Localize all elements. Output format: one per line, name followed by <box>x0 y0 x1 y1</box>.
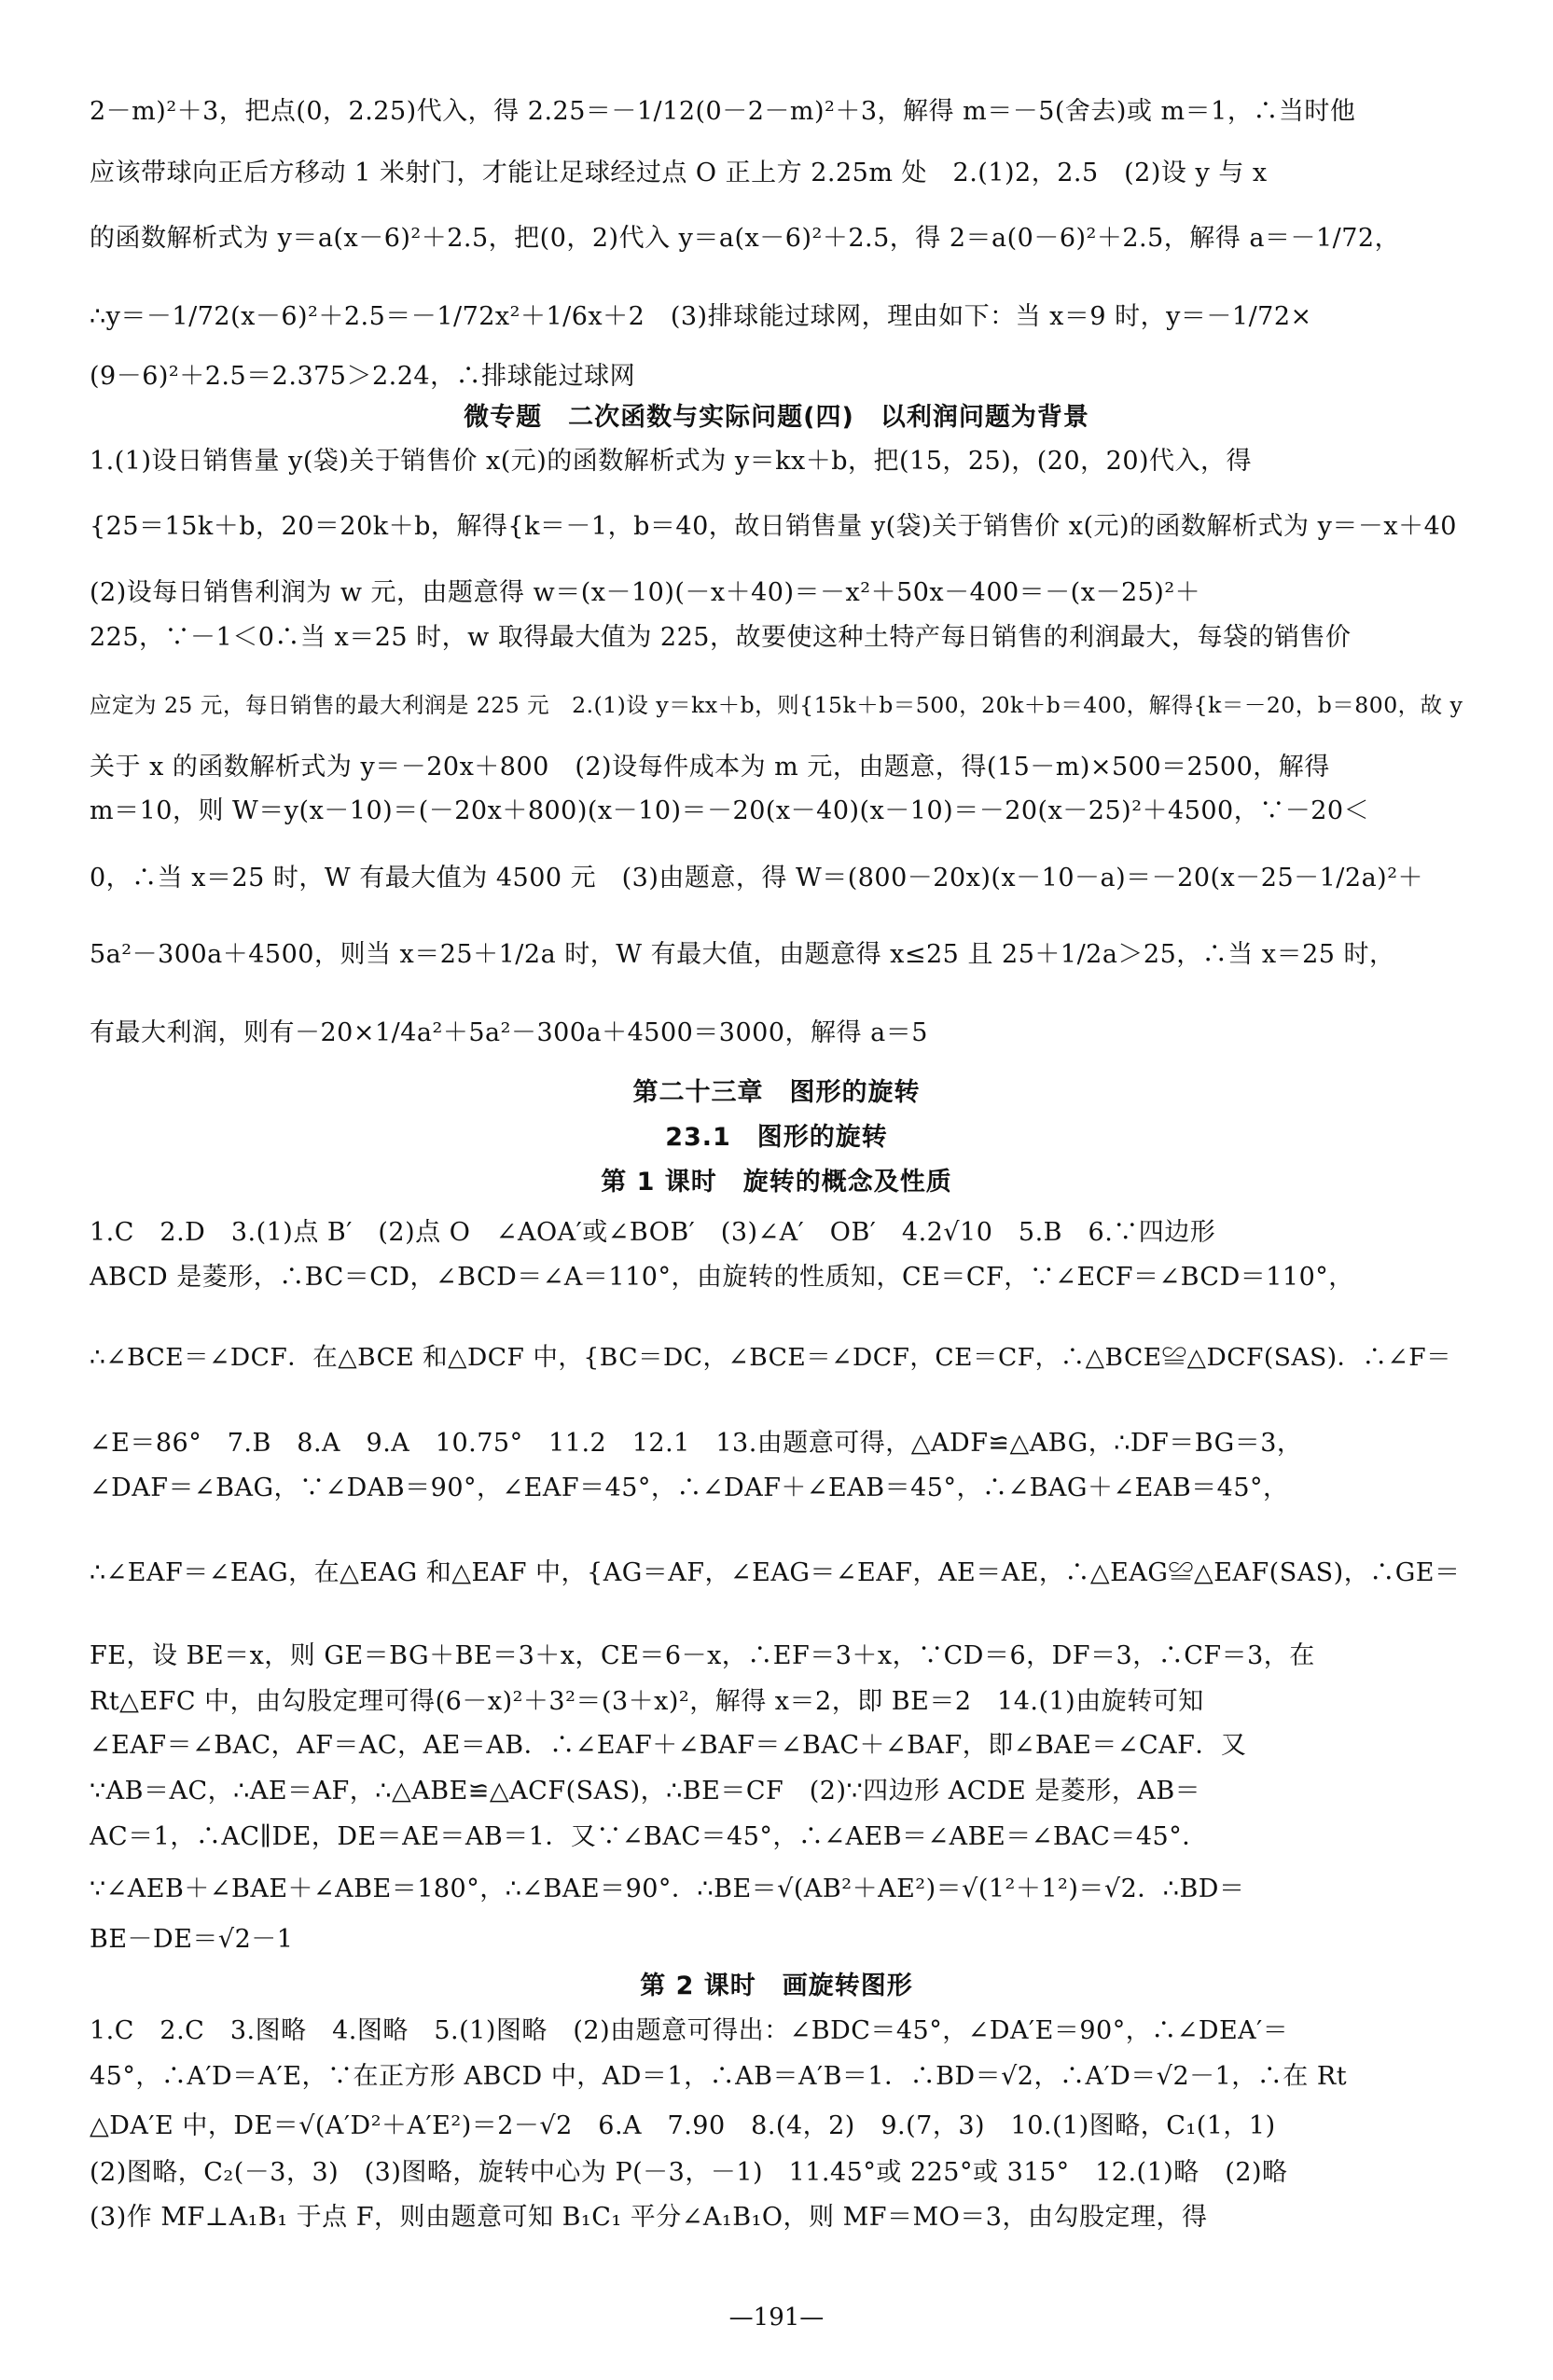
text-line: ∵∠AEB＋∠BAE＋∠ABE＝180°，∴∠BAE＝90°．∴BE＝√(AB²＋AE²)＝√(1²＋1²)＝√2．∴BD＝ <box>90 1875 1245 1903</box>
text-line: FE，设 BE＝x，则 GE＝BG＋BE＝3＋x，CE＝6－x，∴EF＝3＋x，∵CD＝6，DF＝3，∴CF＝3，在 <box>90 1641 1315 1670</box>
lesson-heading: 第 1 课时 旋转的概念及性质 <box>601 1168 952 1197</box>
text-line: {25＝15k＋b，20＝20k＋b，解得{k＝－1，b＝40，故日销售量 y(袋)关于销售价 x(元)的函数解析式为 y＝－x＋40 <box>90 512 1457 541</box>
text-line: BE－DE＝√2－1 <box>90 1925 294 1954</box>
section-heading: 微专题 二次函数与实际问题(四) 以利润问题为背景 <box>464 403 1089 432</box>
text-line: 关于 x 的函数解析式为 y＝－20x＋800 (2)设每件成本为 m 元，由题意，得(15－m)×500＝2500，解得 <box>90 753 1330 782</box>
lesson-heading: 第 2 课时 画旋转图形 <box>640 1972 913 2000</box>
text-line: 应定为 25 元，每日销售的最大利润是 225 元 2.(1)设 y＝kx＋b，则{15k＋b＝500，20k＋b＝400，解得{k＝－20，b＝800，故 y <box>90 692 1463 718</box>
text-line: ABCD 是菱形，∴BC＝CD，∠BCD＝∠A＝110°，由旋转的性质知，CE＝CF，∵∠ECF＝∠BCD＝110°， <box>90 1263 1354 1292</box>
text-line: 的函数解析式为 y＝a(x－6)²＋2.5，把(0，2)代入 y＝a(x－6)²＋2.5，得 2＝a(0－6)²＋2.5，解得 a＝－1/72， <box>90 224 1401 253</box>
text-line: ∠EAF＝∠BAC，AF＝AC，AE＝AB．∴∠EAF＋∠BAF＝∠BAC＋∠BAF，即∠BAE＝∠CAF．又 <box>90 1731 1247 1760</box>
text-line: 45°，∴A′D＝A′E，∵在正方形 ABCD 中，AD＝1，∴AB＝A′B＝1．∴BD＝√2，∴A′D＝√2－1，∴在 Rt <box>90 2062 1348 2091</box>
text-line: 2－m)²＋3，把点(0，2.25)代入，得 2.25＝－1/12(0－2－m)²＋3，解得 m＝－5(舍去)或 m＝1，∴当时他 <box>90 97 1356 126</box>
text-line: Rt△EFC 中，由勾股定理可得(6－x)²＋3²＝(3＋x)²，解得 x＝2，即 BE＝2 14.(1)由旋转可知 <box>90 1687 1204 1716</box>
section-heading: 23.1 图形的旋转 <box>665 1123 888 1152</box>
text-line: ∵AB＝AC，∴AE＝AF，∴△ABE≌△ACF(SAS)，∴BE＝CF (2)∵四边形 ACDE 是菱形，AB＝ <box>90 1777 1201 1806</box>
text-line: 1.C 2.C 3.图略 4.图略 5.(1)图略 (2)由题意可得出：∠BDC＝45°，∠DA′E＝90°，∴∠DEA′＝ <box>90 2016 1289 2045</box>
text-line: (2)图略，C₂(－3，3) (3)图略，旋转中心为 P(－3，－1) 11.45°或 225°或 315° 12.(1)略 (2)略 <box>90 2158 1288 2187</box>
text-line: 有最大利润，则有－20×1/4a²＋5a²－300a＋4500＝3000，解得 a＝5 <box>90 1018 928 1047</box>
text-line: (2)设每日销售利润为 w 元，由题意得 w＝(x－10)(－x＋40)＝－x²＋50x－400＝－(x－25)²＋ <box>90 578 1201 607</box>
text-line: m＝10，则 W＝y(x－10)＝(－20x＋800)(x－10)＝－20(x－40)(x－10)＝－20(x－25)²＋4500，∵－20＜ <box>90 796 1370 825</box>
text-line: ∴y＝－1/72(x－6)²＋2.5＝－1/72x²＋1/6x＋2 (3)排球能过球网，理由如下：当 x＝9 时，y＝－1/72× <box>90 302 1312 331</box>
chapter-heading: 第二十三章 图形的旋转 <box>632 1078 921 1107</box>
text-line: 0，∴当 x＝25 时，W 有最大值为 4500 元 (3)由题意，得 W＝(800－20x)(x－10－a)＝－20(x－25－1/2a)²＋ <box>90 864 1424 892</box>
text-line: 应该带球向正后方移动 1 米射门，才能让足球经过点 O 正上方 2.25m 处 2.(1)2，2.5 (2)设 y 与 x <box>90 159 1268 187</box>
text-line: △DA′E 中，DE＝√(A′D²＋A′E²)＝2－√2 6.A 7.90 8.(4，2) 9.(7，3) 10.(1)图略，C₁(1，1) <box>90 2111 1276 2140</box>
text-line: ∴∠EAF＝∠EAG，在△EAG 和△EAF 中，{AG＝AF，∠EAG＝∠EAF，AE＝AE，∴△EAG≌△EAF(SAS)，∴GE＝ <box>90 1558 1461 1587</box>
text-line: ∠E＝86° 7.B 8.A 9.A 10.75° 11.2 12.1 13.由题意可得，△ADF≌△ABG，∴DF＝BG＝3， <box>90 1429 1303 1458</box>
text-line: 5a²－300a＋4500，则当 x＝25＋1/2a 时，W 有最大值，由题意得 x≤25 且 25＋1/2a＞25，∴当 x＝25 时， <box>90 940 1395 969</box>
text-line: AC＝1，∴AC∥DE，DE＝AE＝AB＝1．又∵∠BAC＝45°，∴∠AEB＝∠ABE＝∠BAC＝45°． <box>90 1822 1208 1851</box>
text-line: 1.(1)设日销售量 y(袋)关于销售价 x(元)的函数解析式为 y＝kx＋b，把(15，25)，(20，20)代入，得 <box>90 447 1253 476</box>
text-line: (3)作 MF⊥A₁B₁ 于点 F，则由题意可知 B₁C₁ 平分∠A₁B₁O，则 MF＝MO＝3，由勾股定理，得 <box>90 2203 1208 2232</box>
text-line: 225，∵－1＜0∴当 x＝25 时，w 取得最大值为 225，故要使这种土特产每日销售的利润最大，每袋的销售价 <box>90 623 1352 652</box>
text-line: ∴∠BCE＝∠DCF．在△BCE 和△DCF 中，{BC＝DC，∠BCE＝∠DCF，CE＝CF，∴△BCE≌△DCF(SAS)．∴∠F＝ <box>90 1343 1452 1372</box>
text-line: 1.C 2.D 3.(1)点 B′ (2)点 O ∠AOA′或∠BOB′ (3)∠A′ OB′ 4.2√10 5.B 6.∵四边形 <box>90 1218 1216 1247</box>
text-line: (9－6)²＋2.5＝2.375＞2.24，∴排球能过球网 <box>90 362 636 391</box>
page-number: —191— <box>728 2304 825 2332</box>
text-line: ∠DAF＝∠BAG，∵∠DAB＝90°，∠EAF＝45°，∴∠DAF＋∠EAB＝45°，∴∠BAG＋∠EAB＝45°， <box>90 1474 1289 1502</box>
